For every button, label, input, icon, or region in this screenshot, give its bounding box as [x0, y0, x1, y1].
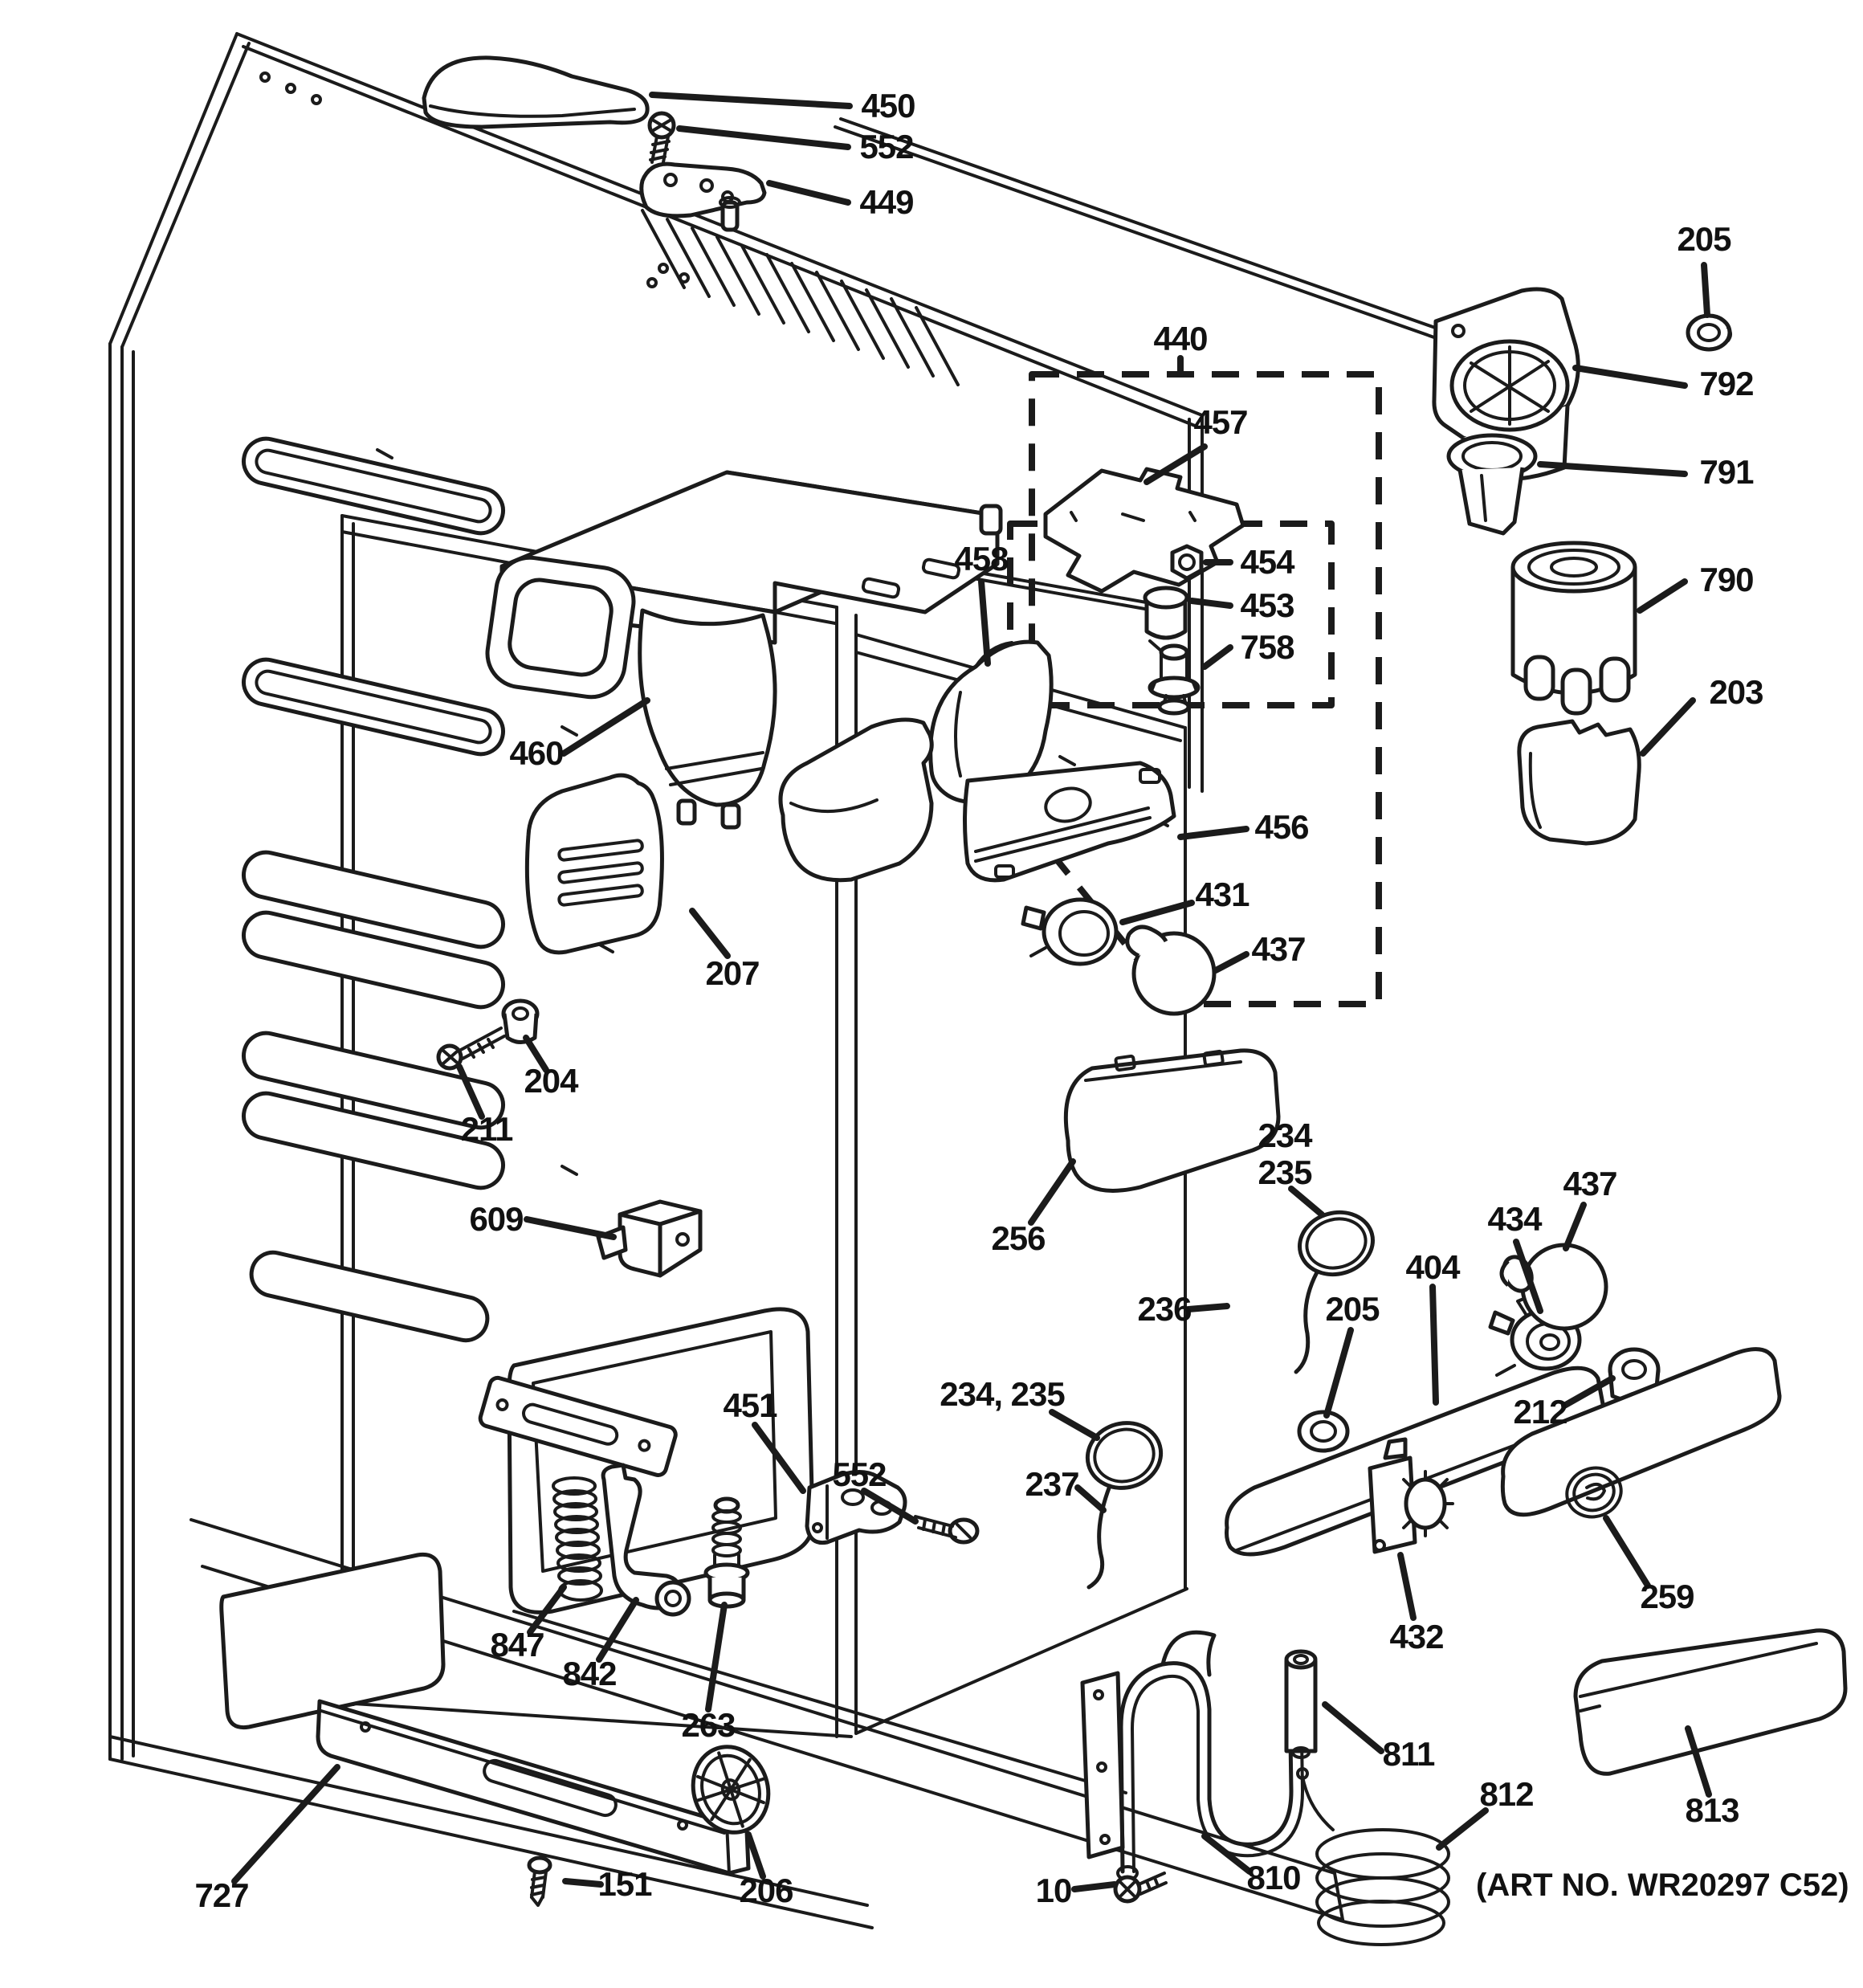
part-234-235-sensor-loop-a — [1293, 1204, 1380, 1372]
part-label-404: 404 — [1405, 1248, 1460, 1286]
part-label-434: 434 — [1487, 1200, 1542, 1238]
part-label-811: 811 — [1382, 1735, 1435, 1773]
part-458-fan-scoop — [781, 720, 932, 880]
part-label-431: 431 — [1195, 876, 1249, 913]
part-810-water-tank — [1082, 1632, 1302, 1880]
part-431-lamp-socket — [1023, 900, 1116, 964]
part-label-10: 10 — [1035, 1872, 1072, 1909]
part-552-screw-top — [650, 113, 674, 162]
part-437-bulb-a — [1127, 927, 1214, 1014]
part-label-449: 449 — [859, 183, 914, 221]
part-552-screw-lower — [915, 1517, 977, 1542]
part-label-437a: 437 — [1251, 930, 1306, 968]
part-791-filter-adapter — [1449, 435, 1535, 533]
part-256-cover — [1066, 1051, 1278, 1191]
part-454-nut — [1172, 546, 1201, 578]
part-151-screw — [529, 1858, 550, 1905]
part-label-458: 458 — [954, 540, 1009, 578]
part-label-792: 792 — [1699, 365, 1754, 402]
part-label-237: 237 — [1025, 1465, 1079, 1503]
part-label-256: 256 — [991, 1219, 1046, 1257]
part-label-790: 790 — [1699, 561, 1754, 598]
part-label-151: 151 — [597, 1865, 652, 1903]
part-label-437b: 437 — [1563, 1165, 1617, 1202]
part-211-screw — [438, 1028, 504, 1068]
part-label-211: 211 — [460, 1110, 513, 1148]
part-label-791: 791 — [1699, 453, 1754, 491]
part-label-263: 263 — [681, 1706, 736, 1744]
part-205-grommet-top — [1688, 316, 1731, 349]
part-label-234-235: 234, 235 — [940, 1375, 1065, 1413]
part-label-810: 810 — [1246, 1859, 1301, 1896]
part-label-236: 236 — [1137, 1290, 1192, 1328]
part-203-filter-cover — [1519, 721, 1639, 843]
part-label-207: 207 — [705, 954, 760, 992]
part-label-259: 259 — [1640, 1578, 1694, 1615]
part-label-206: 206 — [739, 1872, 793, 1909]
part-label-813: 813 — [1685, 1791, 1739, 1829]
part-label-456: 456 — [1254, 808, 1309, 846]
part-label-432: 432 — [1389, 1618, 1444, 1655]
part-label-203: 203 — [1709, 673, 1763, 711]
part-204-bushing — [503, 1001, 537, 1043]
part-label-212: 212 — [1513, 1393, 1567, 1431]
part-label-451: 451 — [723, 1386, 777, 1424]
part-label-440: 440 — [1153, 320, 1208, 357]
shelf-supports — [239, 435, 508, 1345]
part-450-cover — [424, 58, 647, 127]
part-790-water-filter — [1513, 543, 1635, 713]
cabinet-hatching — [642, 210, 958, 385]
art-number: (ART NO. WR20297 C52) — [1476, 1868, 1849, 1903]
part-label-552a: 552 — [859, 128, 914, 165]
part-812-coiled-tubing — [1302, 1777, 1449, 1945]
part-label-842: 842 — [562, 1655, 617, 1692]
part-label-609: 609 — [469, 1200, 524, 1238]
part-label-457: 457 — [1193, 403, 1248, 441]
part-813-tray — [1576, 1631, 1845, 1774]
part-label-450: 450 — [861, 87, 915, 125]
part-456-lamp-shield — [965, 763, 1175, 880]
part-449-bracket — [642, 164, 764, 230]
part-label-454: 454 — [1240, 543, 1294, 581]
part-10-screw — [1115, 1873, 1166, 1901]
part-label-758: 758 — [1240, 628, 1294, 666]
part-label-235: 235 — [1258, 1153, 1312, 1191]
part-437-bulb-b — [1498, 1245, 1606, 1329]
part-label-234: 234 — [1258, 1116, 1312, 1154]
part-label-205b: 205 — [1325, 1290, 1380, 1328]
part-label-460: 460 — [509, 734, 564, 772]
part-label-204: 204 — [524, 1062, 578, 1100]
part-label-205a: 205 — [1677, 220, 1731, 258]
part-457-cover-plate — [1046, 469, 1243, 591]
part-label-847: 847 — [490, 1626, 544, 1663]
part-label-727: 727 — [194, 1876, 249, 1914]
part-label-812: 812 — [1479, 1775, 1534, 1813]
part-207-vented-cover — [527, 775, 662, 953]
part-label-552b: 552 — [832, 1455, 887, 1493]
part-label-453: 453 — [1240, 586, 1294, 624]
part-205-grommet-b — [1299, 1412, 1347, 1451]
